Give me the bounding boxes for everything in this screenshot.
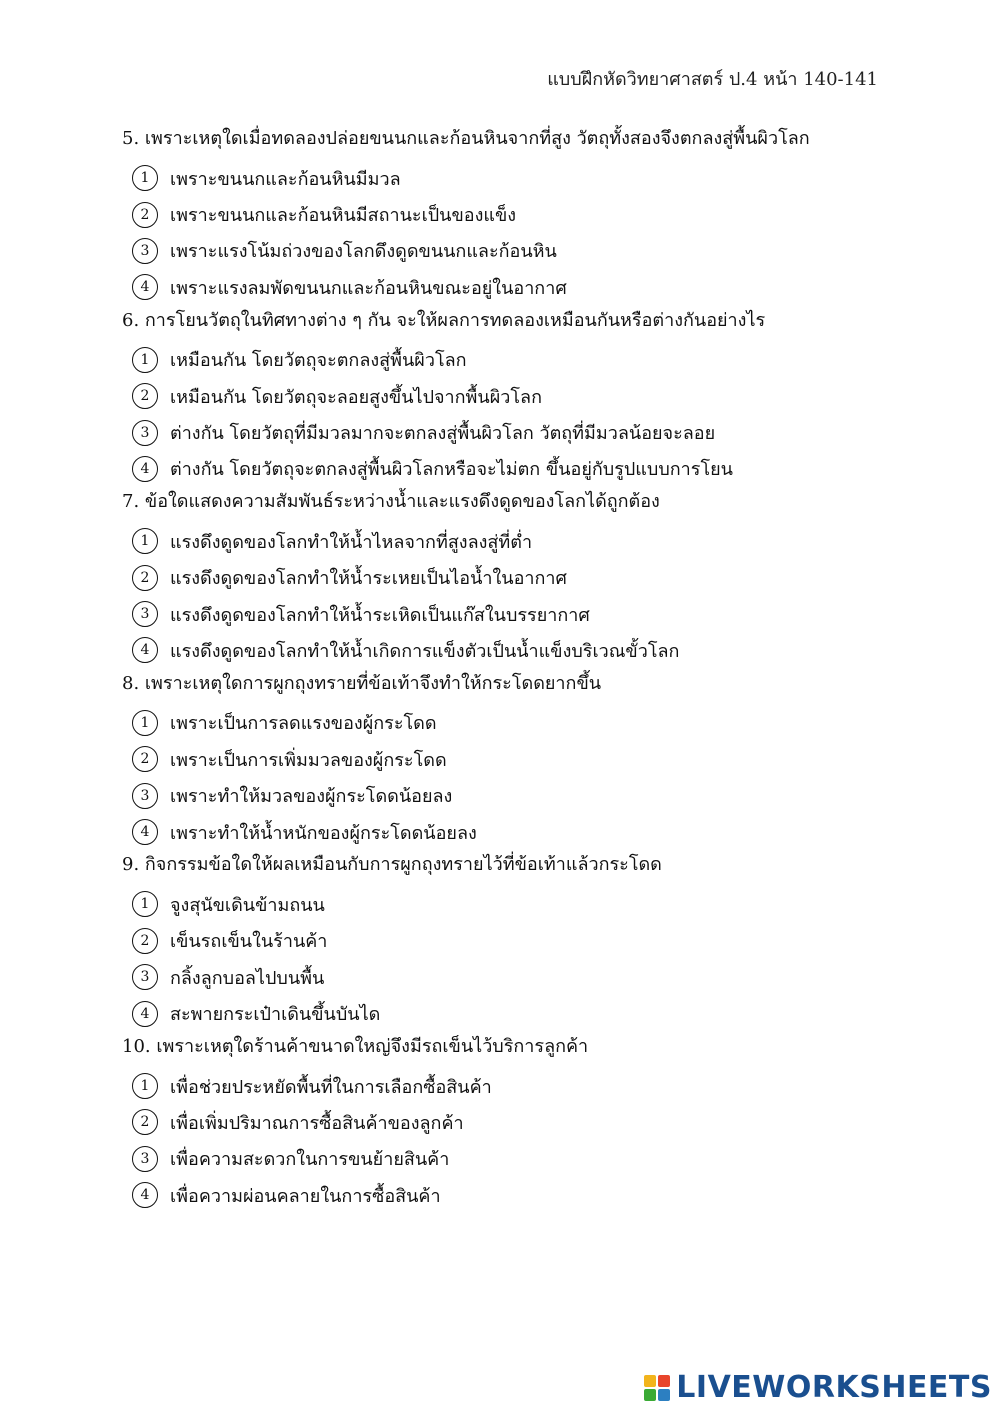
option-number-circle: 1 — [132, 528, 158, 554]
option-text: เพราะทำให้มวลของผู้กระโดดน้อยลง — [170, 786, 453, 808]
option-9-4[interactable] — [122, 995, 922, 1031]
option-9-2[interactable] — [122, 923, 922, 959]
option-text: แรงดึงดูดของโลกทำให้น้ำระเหิดเป็นแก๊สในบรรยากาศ — [170, 604, 590, 626]
logo-square-icon — [644, 1375, 656, 1387]
option-10-4[interactable] — [122, 1177, 922, 1213]
option-text: เพื่อความสะดวกในการขนย้ายสินค้า — [170, 1149, 450, 1171]
liveworksheets-logo[interactable] — [644, 1370, 992, 1405]
option-6-2[interactable] — [122, 378, 922, 414]
option-6-3[interactable] — [122, 414, 922, 450]
option-10-3[interactable] — [122, 1141, 922, 1177]
question-7 — [122, 487, 922, 669]
option-text: เพื่อเพิ่มปริมาณการซื้อสินค้าของลูกค้า — [170, 1112, 464, 1134]
option-number-circle: 4 — [132, 274, 158, 300]
option-text: เพราะเป็นการเพิ่มมวลของผู้กระโดด — [170, 749, 447, 771]
option-7-2[interactable] — [122, 560, 922, 596]
option-text: จูงสุนัขเดินข้ามถนน — [170, 894, 325, 916]
option-text: เพราะขนนกและก้อนหินมีมวล — [170, 168, 401, 190]
option-number-circle: 3 — [132, 1146, 158, 1172]
option-9-1[interactable] — [122, 886, 922, 922]
option-number-circle: 1 — [132, 347, 158, 373]
option-text: เหมือนกัน โดยวัตถุจะตกลงสู่พื้นผิวโลก — [170, 350, 467, 372]
option-text: เพราะแรงโน้มถ่วงของโลกดึงดูดขนนกและก้อนหิน — [170, 241, 557, 263]
question-text: 9. กิจกรรมข้อใดให้ผลเหมือนกับการผูกถุงทรายไว้ที่ข้อเท้าแล้วกระโดด — [122, 854, 662, 876]
option-10-2[interactable] — [122, 1104, 922, 1140]
option-8-1[interactable] — [122, 705, 922, 741]
option-6-1[interactable] — [122, 342, 922, 378]
option-5-3[interactable] — [122, 233, 922, 269]
option-text: เข็นรถเข็นในร้านค้า — [170, 931, 328, 953]
option-number-circle: 1 — [132, 710, 158, 736]
question-6 — [122, 306, 922, 488]
question-text: 6. การโยนวัตถุในทิศทางต่าง ๆ กัน จะให้ผลการทดลองเหมือนกันหรือต่างกันอย่างไร — [122, 309, 766, 331]
option-text: เพื่อช่วยประหยัดพื้นที่ในการเลือกซื้อสินค้า — [170, 1076, 492, 1098]
question-9 — [122, 850, 922, 1032]
option-7-4[interactable] — [122, 632, 922, 668]
question-text: 8. เพราะเหตุใดการผูกถุงทรายที่ข้อเท้าจึงทำให้กระโดดยากขึ้น — [122, 672, 602, 694]
question-text: 10. เพราะเหตุใดร้านค้าขนาดใหญ่จึงมีรถเข็นไว้บริการลูกค้า — [122, 1035, 589, 1057]
option-number-circle: 2 — [132, 383, 158, 409]
question-10 — [122, 1032, 922, 1214]
option-text: แรงดึงดูดของโลกทำให้น้ำไหลจากที่สูงลงสู่ที่ต่ำ — [170, 531, 533, 553]
option-number-circle: 4 — [132, 1001, 158, 1027]
option-text: กลิ้งลูกบอลไปบนพื้น — [170, 967, 325, 989]
option-text: เพราะแรงลมพัดขนนกและก้อนหินขณะอยู่ในอากาศ — [170, 277, 567, 299]
option-text: เหมือนกัน โดยวัตถุจะลอยสูงขึ้นไปจากพื้นผิวโลก — [170, 386, 542, 408]
option-10-1[interactable] — [122, 1068, 922, 1104]
question-text: 7. ข้อใดแสดงความสัมพันธ์ระหว่างน้ำและแรงดึงดูดของโลกได้ถูกต้อง — [122, 491, 660, 513]
option-text: แรงดึงดูดของโลกทำให้น้ำเกิดการแข็งตัวเป็นน้ำแข็งบริเวณขั้วโลก — [170, 640, 680, 662]
option-number-circle: 2 — [132, 202, 158, 228]
option-number-circle: 1 — [132, 1073, 158, 1099]
option-5-2[interactable] — [122, 196, 922, 232]
option-number-circle: 3 — [132, 783, 158, 809]
option-number-circle: 2 — [132, 565, 158, 591]
option-number-circle: 4 — [132, 819, 158, 845]
option-7-3[interactable] — [122, 596, 922, 632]
question-5 — [122, 124, 922, 306]
logo-square-icon — [658, 1389, 670, 1401]
option-text: แรงดึงดูดของโลกทำให้น้ำระเหยเป็นไอน้ำในอากาศ — [170, 568, 567, 590]
option-9-3[interactable] — [122, 959, 922, 995]
option-number-circle: 3 — [132, 238, 158, 264]
option-number-circle: 4 — [132, 456, 158, 482]
page-header: แบบฝึกหัดวิทยาศาสตร์ ป.4 หน้า 140-141 — [547, 69, 878, 90]
option-5-1[interactable] — [122, 160, 922, 196]
option-8-4[interactable] — [122, 814, 922, 850]
option-5-4[interactable] — [122, 269, 922, 305]
option-8-3[interactable] — [122, 777, 922, 813]
logo-square-icon — [644, 1389, 656, 1401]
option-text: ต่างกัน โดยวัตถุจะตกลงสู่พื้นผิวโลกหรือจะไม่ตก ขึ้นอยู่กับรูปแบบการโยน — [170, 459, 733, 481]
logo-grid-icon — [644, 1375, 670, 1401]
option-text: เพราะทำให้น้ำหนักของผู้กระโดดน้อยลง — [170, 822, 477, 844]
option-number-circle: 1 — [132, 891, 158, 917]
option-number-circle: 3 — [132, 964, 158, 990]
option-number-circle: 4 — [132, 637, 158, 663]
option-number-circle: 2 — [132, 928, 158, 954]
option-8-2[interactable] — [122, 741, 922, 777]
question-text: 5. เพราะเหตุใดเมื่อทดลองปล่อยขนนกและก้อนหินจากที่สูง วัตถุทั้งสองจึงตกลงสู่พื้นผิวโลก — [122, 128, 810, 149]
option-number-circle: 3 — [132, 601, 158, 627]
logo-text: LIVEWORKSHEETS — [676, 1370, 992, 1405]
option-text: เพราะเป็นการลดแรงของผู้กระโดด — [170, 713, 437, 735]
question-8 — [122, 669, 922, 851]
option-text: ต่างกัน โดยวัตถุที่มีมวลมากจะตกลงสู่พื้นผิวโลก วัตถุที่มีมวลน้อยจะลอย — [170, 423, 716, 445]
option-text: สะพายกระเป๋าเดินขึ้นบันได — [170, 1004, 381, 1026]
option-number-circle: 4 — [132, 1182, 158, 1208]
question-list — [122, 124, 922, 1213]
option-number-circle: 1 — [132, 165, 158, 191]
option-text: เพื่อความผ่อนคลายในการซื้อสินค้า — [170, 1185, 441, 1207]
option-text: เพราะขนนกและก้อนหินมีสถานะเป็นของแข็ง — [170, 205, 517, 227]
option-number-circle: 3 — [132, 420, 158, 446]
option-7-1[interactable] — [122, 523, 922, 559]
logo-square-icon — [658, 1375, 670, 1387]
option-6-4[interactable] — [122, 451, 922, 487]
option-number-circle: 2 — [132, 746, 158, 772]
option-number-circle: 2 — [132, 1109, 158, 1135]
